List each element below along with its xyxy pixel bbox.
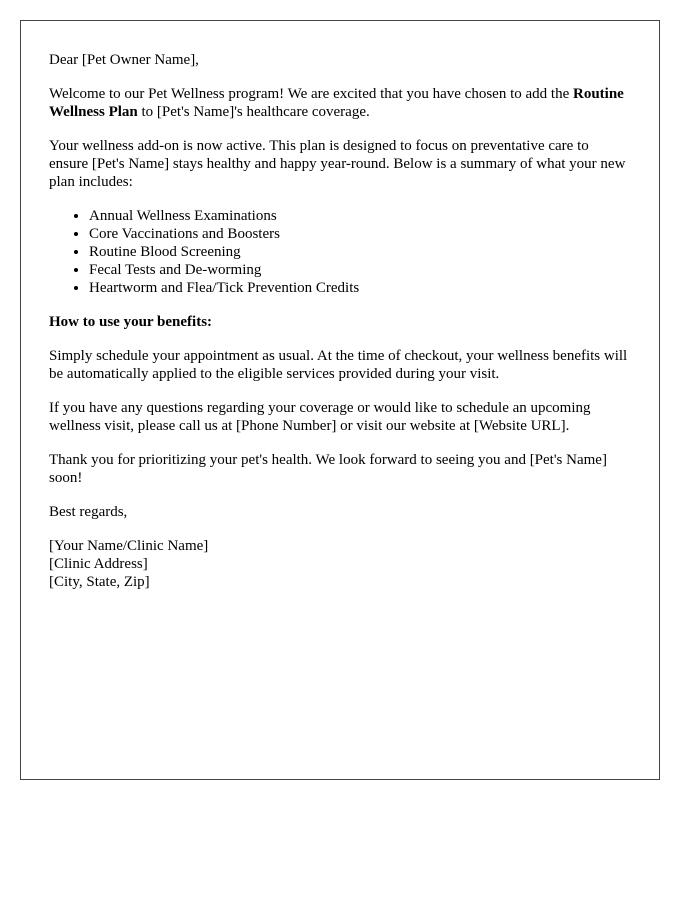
intro-text-1: Welcome to our Pet Wellness program! We are excited that you have chosen to add the	[49, 86, 573, 102]
thanks-paragraph: Thank you for prioritizing your pet's health. We look forward to seeing you and [Pet's Name] soon!	[49, 452, 607, 486]
signature-block	[49, 537, 631, 591]
signature-address: [Clinic Address]	[49, 556, 148, 572]
list-item: • Heartworm and Flea/Tick Prevention Credits	[89, 279, 631, 297]
plan-name: Routine Wellness Plan	[49, 86, 624, 120]
signature-city-state-zip: [City, State, Zip]	[49, 574, 150, 590]
benefits-paragraph: Simply schedule your appointment as usual. At the time of checkout, your wellness benefits will be automatically applied to the eligible services provided during your visit.	[49, 348, 628, 382]
list-item: • Routine Blood Screening	[89, 243, 631, 261]
signature-name: [Your Name/Clinic Name]	[49, 538, 209, 554]
list-item: • Fecal Tests and De-worming	[89, 261, 631, 279]
benefits-heading: How to use your benefits:	[49, 314, 213, 330]
intro-text-2: to [Pet's Name]'s healthcare coverage.	[137, 104, 370, 120]
letter-frame	[20, 20, 660, 780]
greeting: Dear [Pet Owner Name],	[49, 52, 199, 68]
summary-paragraph: Your wellness add-on is now active. This plan is designed to focus on preventative care to ensure [Pet's Name] stays healthy and happy year-round. Below is a summary of what your new plan includes:	[49, 138, 626, 190]
questions-paragraph: If you have any questions regarding your coverage or would like to schedule an upcoming wellness visit, please call us at [Phone Number] or visit our website at [Website URL].	[49, 400, 591, 434]
closing: Best regards,	[49, 504, 128, 520]
list-item: • Annual Wellness Examinations	[89, 207, 631, 225]
intro-paragraph	[49, 85, 631, 121]
plan-items-list	[49, 207, 631, 297]
list-item: • Core Vaccinations and Boosters	[89, 225, 631, 243]
